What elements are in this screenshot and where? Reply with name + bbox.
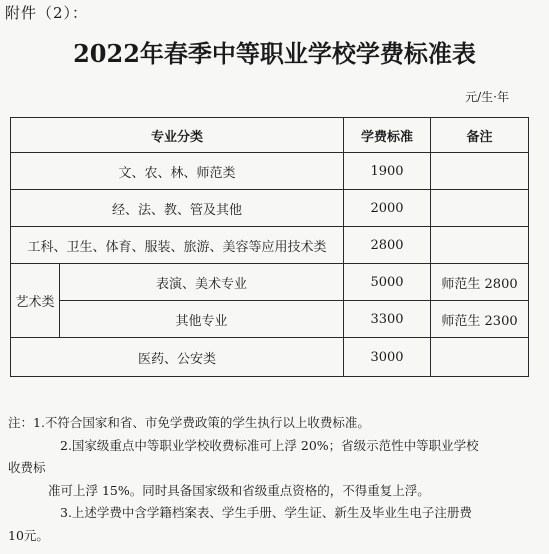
- row-note: 师范生 2300: [431, 301, 529, 338]
- table-row: [11, 338, 529, 377]
- table-row: [11, 301, 529, 338]
- row-note: [431, 338, 529, 377]
- header-category: 专业分类: [11, 118, 344, 153]
- row-fee: 5000: [344, 264, 431, 301]
- unit-label: 元/生·年: [465, 90, 509, 104]
- note-3-line-1: 3.上述学费中含学籍档案表、学生手册、学生证、新生及毕业生电子注册费: [60, 505, 472, 520]
- note-1: 注：1.不符合国家和省、市免学费政策的学生执行以上收费标准。: [8, 415, 370, 430]
- art-group-label: 艺术类: [11, 264, 60, 338]
- header-note: 备注: [431, 118, 529, 153]
- row-category: 表演、美术专业: [60, 264, 344, 301]
- table-header-row: [11, 118, 529, 153]
- row-category: 医药、公安类: [11, 338, 344, 377]
- row-fee: 3300: [344, 301, 431, 338]
- row-fee: 1900: [344, 153, 431, 190]
- note-2-line-2: 收费标: [8, 460, 46, 475]
- note-2-line-3: 准可上浮 15%。同时具备国家级和省级重点资格的，不得重复上浮。: [48, 482, 430, 498]
- row-fee: 2800: [344, 227, 431, 264]
- header-fee: 学费标准: [344, 118, 431, 153]
- note-2-line-1: 2.国家级重点中等职业学校收费标准可上浮 20%；省级示范性中等职业学校: [60, 437, 479, 453]
- table-row: [11, 153, 529, 190]
- page-title: 2022年春季中等职业学校学费标准表: [73, 39, 476, 68]
- row-note: [431, 153, 529, 190]
- row-category: 工科、卫生、体育、服装、旅游、美容等应用技术类: [11, 227, 344, 264]
- table-row: [11, 227, 529, 264]
- row-category: 文、农、林、师范类: [11, 153, 344, 190]
- row-category: 其他专业: [60, 301, 344, 338]
- row-note: [431, 190, 529, 227]
- row-note: 师范生 2800: [431, 264, 529, 301]
- annex-label: 附件（2）：: [5, 4, 89, 22]
- row-category: 经、法、教、管及其他: [11, 190, 344, 227]
- table-row: [11, 264, 529, 301]
- row-fee: 3000: [344, 338, 431, 377]
- row-note: [431, 227, 529, 264]
- row-fee: 2000: [344, 190, 431, 227]
- notes-section: [8, 412, 533, 547]
- fee-table: [10, 117, 529, 377]
- table-row: [11, 190, 529, 227]
- note-3-line-2: 10元。: [8, 527, 49, 543]
